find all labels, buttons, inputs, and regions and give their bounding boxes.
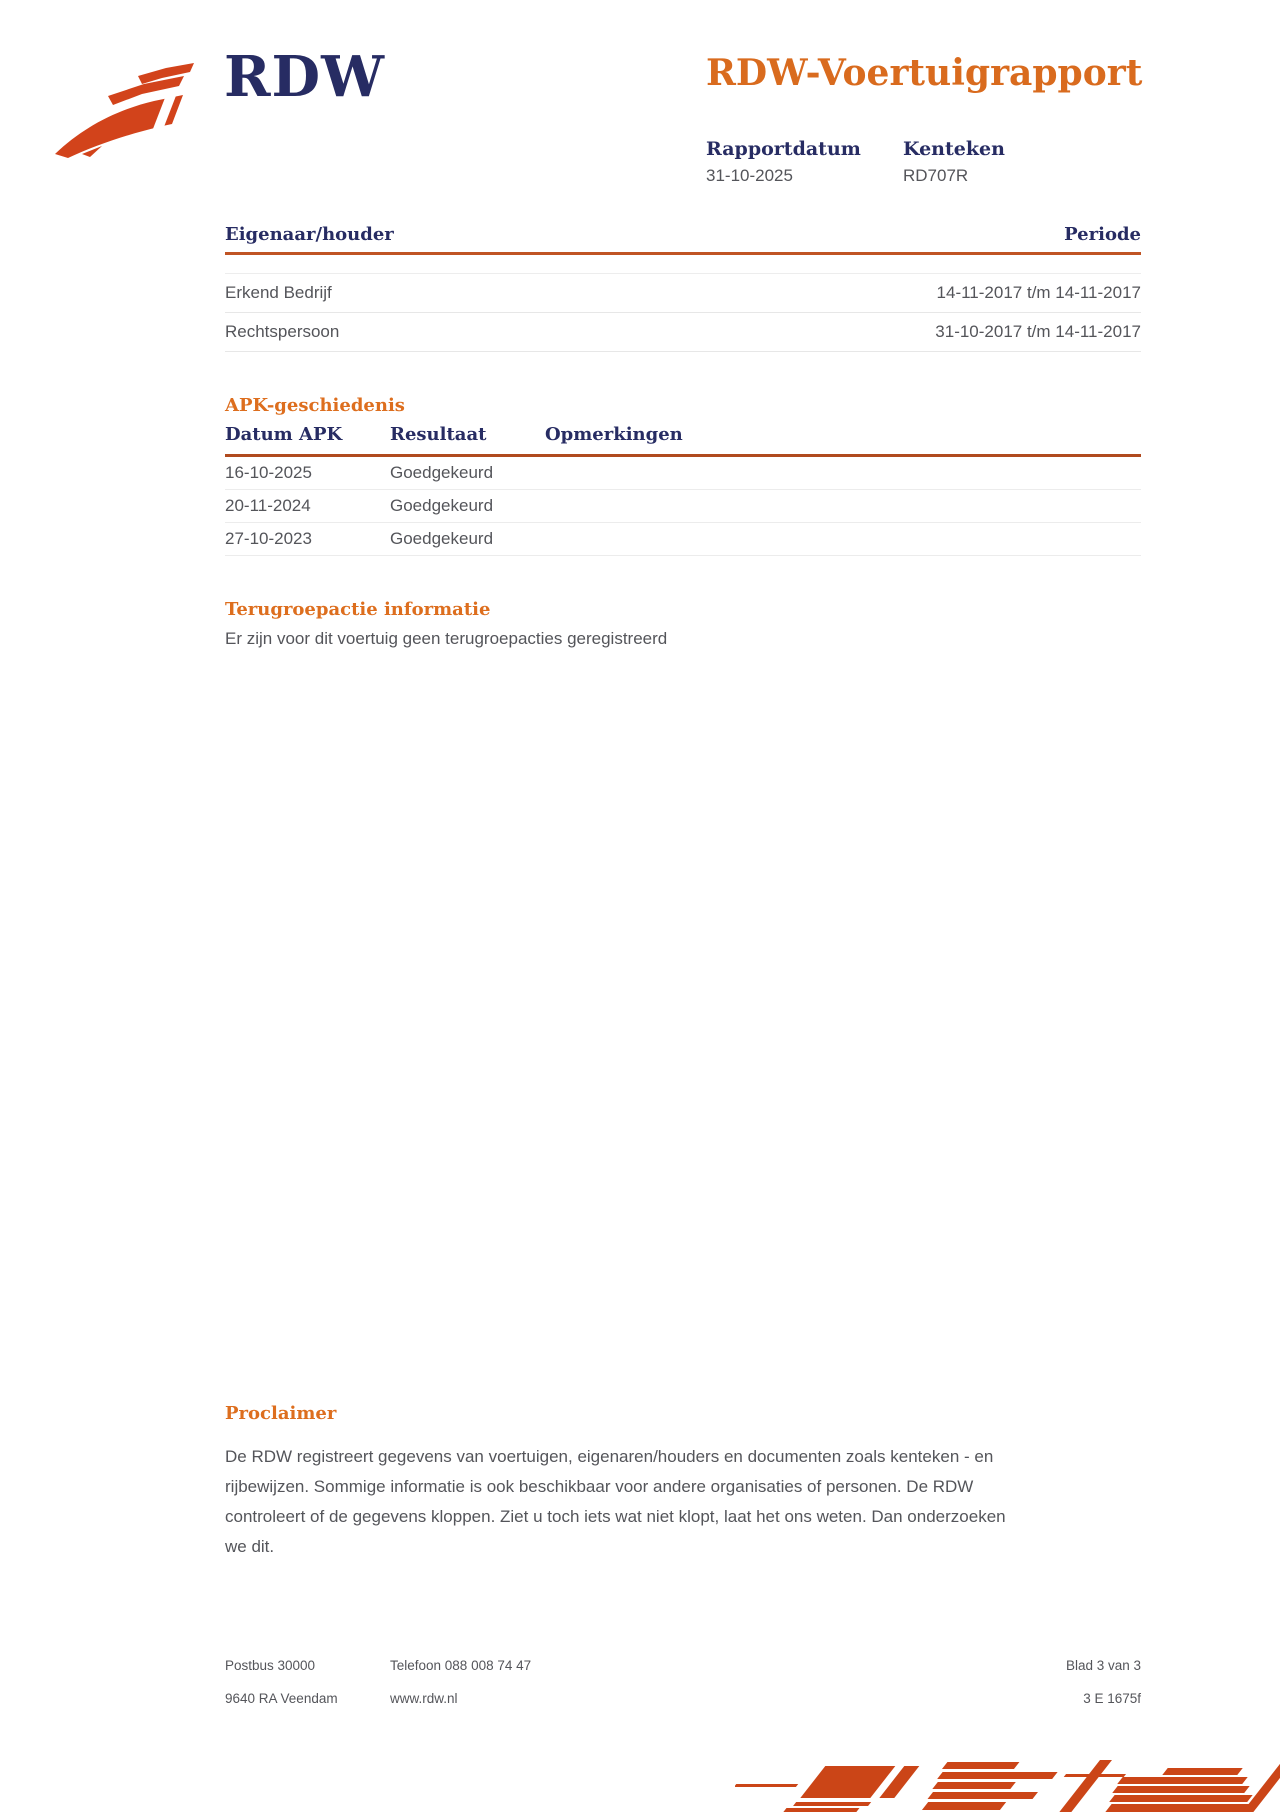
owner-name: Erkend Bedrijf <box>225 283 332 302</box>
apk-date: 20-11-2024 <box>225 496 311 515</box>
proclaimer-line: controleert of de gegevens kloppen. Ziet u toch iets wat niet klopt, laat het ons weten. Dan onderzoeken <box>225 1507 1006 1526</box>
owner-section-heading: Eigenaar/houder <box>225 224 394 245</box>
speed-stripes-graphic-icon <box>735 1760 1280 1812</box>
footer-phone: Telefoon 088 008 74 47 <box>390 1658 532 1673</box>
footer-page-indicator: Blad 3 van 3 <box>1065 1658 1141 1673</box>
apk-result: Goedgekeurd <box>390 463 494 482</box>
footer-form-code: 3 E 1675f <box>1083 1691 1141 1706</box>
apk-table-header <box>225 424 1141 448</box>
license-plate-value: RD707R <box>903 166 969 185</box>
table-row <box>225 457 1141 490</box>
proclaimer-line: rijbewijzen. Sommige informatie is ook beschikbaar voor andere organisaties of personen. De RDW <box>225 1477 974 1496</box>
footer-website: www.rdw.nl <box>390 1691 458 1706</box>
apk-column-date: Datum APK <box>225 424 343 445</box>
apk-column-remarks: Opmerkingen <box>545 424 683 445</box>
report-date-label: Rapportdatum <box>706 138 861 160</box>
rdw-swoosh-logo-icon <box>52 62 202 160</box>
proclaimer-line: we dit. <box>225 1537 275 1556</box>
table-row <box>225 313 1141 352</box>
page-title: RDW-Voertuigrapport <box>706 52 1143 94</box>
apk-result: Goedgekeurd <box>390 529 494 548</box>
license-plate-label: Kenteken <box>903 138 1005 160</box>
recall-section-body: Er zijn voor dit voertuig geen terugroepacties geregistreerd <box>225 629 668 648</box>
apk-table-rows <box>225 457 1141 556</box>
owner-period: 31-10-2017 t/m 14-11-2017 <box>935 322 1141 341</box>
proclaimer-body <box>225 1442 1141 1562</box>
table-row <box>225 274 1141 313</box>
apk-section-heading: APK-geschiedenis <box>225 395 405 416</box>
footer-po-box: Postbus 30000 <box>225 1658 316 1673</box>
owner-rows <box>225 273 1141 352</box>
report-date-value: 31-10-2025 <box>706 166 793 185</box>
apk-column-result: Resultaat <box>390 424 487 445</box>
owner-name: Rechtspersoon <box>225 322 340 341</box>
apk-date: 16-10-2025 <box>225 463 312 482</box>
apk-result: Goedgekeurd <box>390 496 494 515</box>
owner-section-rule <box>225 252 1141 255</box>
period-column-heading: Periode <box>1064 224 1141 245</box>
owner-period: 14-11-2017 t/m 14-11-2017 <box>936 283 1141 302</box>
owner-section-header <box>225 224 1141 245</box>
proclaimer-heading: Proclaimer <box>225 1403 337 1424</box>
footer-city: 9640 RA Veendam <box>225 1691 338 1706</box>
proclaimer-line: De RDW registreert gegevens van voertuigen, eigenaren/houders en documenten zoals kenteken - en <box>225 1447 994 1466</box>
table-row <box>225 523 1141 556</box>
apk-date: 27-10-2023 <box>225 529 312 548</box>
recall-section-heading: Terugroepactie informatie <box>225 599 491 620</box>
table-row <box>225 490 1141 523</box>
brand-wordmark: RDW <box>224 44 385 110</box>
